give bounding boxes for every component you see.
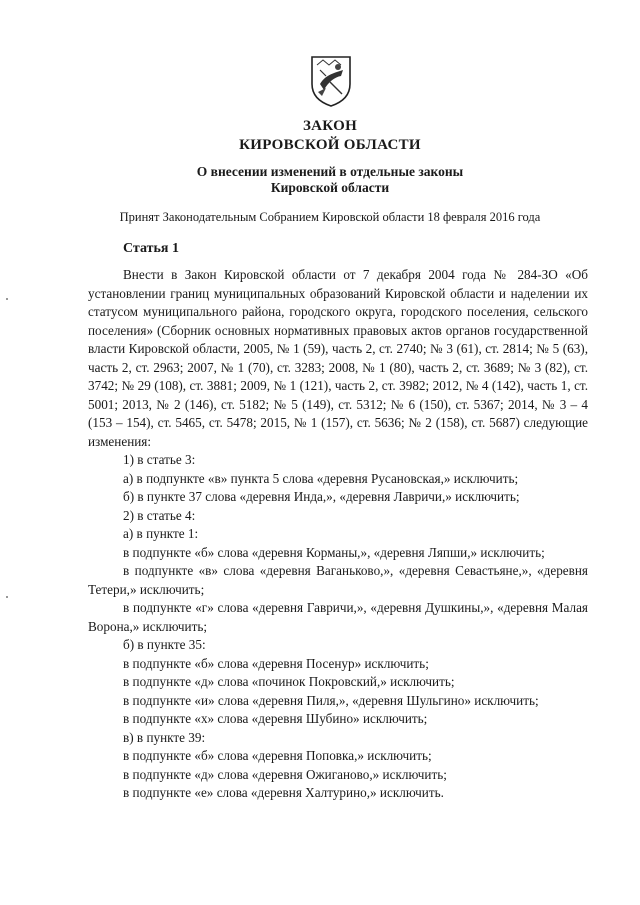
list-item: б) в пункте 35: — [123, 637, 206, 652]
list-item: а) в пункте 1: — [123, 526, 199, 541]
list-item: в подпункте «в» слова «деревня Ваганьково,», «деревня Севастьяне,», «деревня Тетери,» исключить; — [88, 563, 588, 597]
list-item: в подпункте «б» слова «деревня Посенур» исключить; — [123, 655, 429, 671]
intro-paragraph: Внести в Закон Кировской области от 7 декабря 2004 года № 284-ЗО «Об установлении границ муниципальных образований Кировской области и наделении их статусом муниципального района, городского округа, городского поселения, сельского поселения» (Сборник основных нормативных правовых актов органов государственной власти Кировской области, 2005, № 1 (59), часть 2, ст. 2740; № 3 (61), ст. 2814; № 5 (63), часть 2, ст. 2963; 2007, № 1 (70), ст. 3283; 2008, № 1 (80), часть 2, ст. 3689; № 3 (82), ст. 3742; № 29 (108), ст. 3881; 2009, № 1 (121), часть 2, ст. 3982; 2012, № 4 (142), часть 1, ст. 5001; 2013, № 2 (146), ст. 5182; № 5 (149), ст. 5312; № 6 (150), ст. 5367; 2014, № 3 – 4 (153 – 154), ст. 5465, ст. 5478; 2015, № 1 (157), ст. 5636; № 2 (158), ст. 5687) следующие изменения: — [88, 267, 588, 449]
law-title-line2: КИРОВСКОЙ ОБЛАСТИ — [239, 137, 421, 153]
scan-speck — [6, 298, 8, 300]
kirov-coat-of-arms-icon — [308, 54, 354, 108]
list-item: 1) в статье 3: — [123, 452, 196, 467]
law-subject-line2: Кировской области — [270, 180, 390, 195]
list-item: в подпункте «б» слова «деревня Корманы,», «деревня Ляпши,» исключить; — [123, 544, 545, 560]
law-title — [60, 117, 600, 155]
article-body — [88, 266, 588, 803]
list-item: в подпункте «х» слова «деревня Шубино» исключить; — [123, 711, 428, 726]
scan-speck — [6, 596, 8, 598]
list-item: в подпункте «д» слова «деревня Ожиганово,» исключить; — [123, 766, 447, 782]
law-subject — [60, 164, 600, 196]
article-heading: Статья 1 — [123, 241, 179, 256]
list-item: б) в пункте 37 слова «деревня Инда,», «деревня Лавричи,» исключить; — [123, 489, 520, 504]
list-item: в подпункте «б» слова «деревня Поповка,» исключить; — [123, 748, 432, 763]
law-title-line1: ЗАКОН — [302, 118, 358, 134]
list-item: в подпункте «г» слова «деревня Гавричи,», «деревня Душкины,», «деревня Малая Ворона,» исключить; — [88, 600, 588, 634]
list-item: 2) в статье 4: — [123, 507, 196, 523]
list-item: в подпункте «е» слова «деревня Халтурино,» исключить. — [123, 785, 444, 800]
list-item: в подпункте «и» слова «деревня Пиля,», «деревня Шульгино» исключить; — [123, 692, 539, 708]
list-item: в подпункте «д» слова «починок Покровский,» исключить; — [123, 674, 455, 689]
list-item: в) в пункте 39: — [123, 729, 206, 745]
law-subject-line1: О внесении изменений в отдельные законы — [196, 164, 464, 179]
adoption-note: Принят Законодательным Собранием Кировской области 18 февраля 2016 года — [119, 210, 541, 224]
list-item: а) в подпункте «в» пункта 5 слова «деревня Русановская,» исключить; — [123, 470, 519, 486]
